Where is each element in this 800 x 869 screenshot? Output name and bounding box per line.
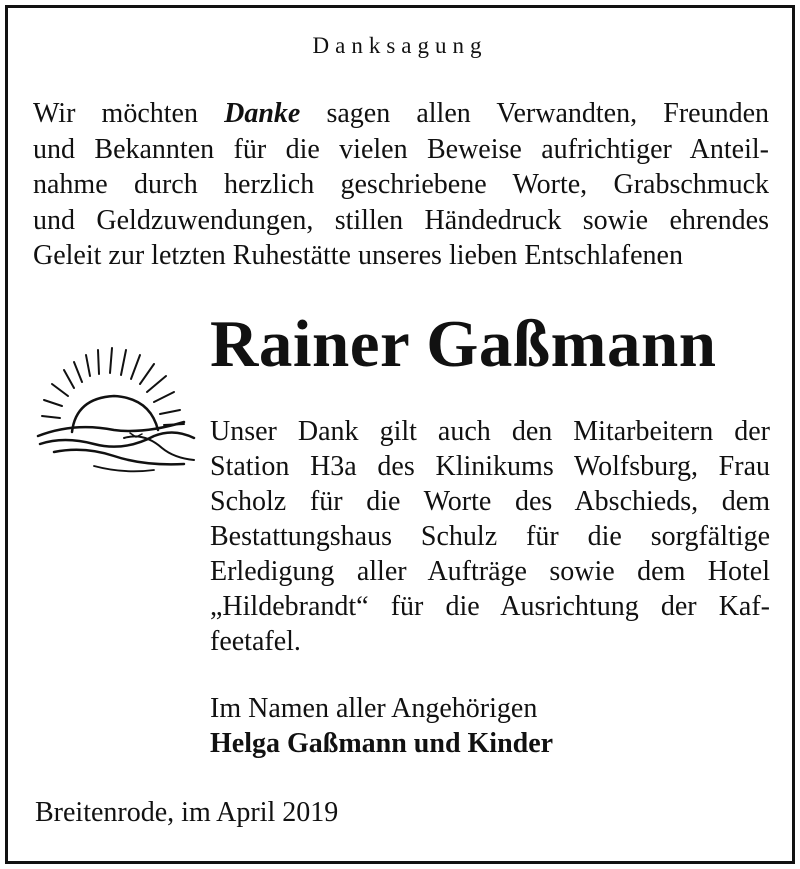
body-line: Scholz für die Worte des Abschieds, dem <box>210 486 770 517</box>
body-paragraph <box>210 414 770 659</box>
emphasis-danke: Danke <box>224 98 301 129</box>
body-line: Unser Dank gilt auch den Mitarbeitern der <box>210 416 770 447</box>
sunrise-over-hills-icon <box>34 340 204 485</box>
intro-line: und Bekannten für die vielen Beweise aufrichtiger Anteil- <box>33 133 769 165</box>
intro-paragraph <box>33 96 769 274</box>
intro-line: Wir möchten Danke sagen allen Verwandten, Freunden <box>33 98 769 129</box>
intro-line: Geleit zur letzten Ruhestätte unseres lieben Entschlafenen <box>33 240 683 271</box>
body-line: „Hildebrandt“ für die Ausrichtung der Kaf- <box>210 591 770 622</box>
intro-line: und Geldzuwendungen, stillen Händedruck sowie ehrendes <box>33 204 769 236</box>
deceased-name: Rainer Gaßmann <box>210 307 717 381</box>
body-line: Erledigung aller Aufträge sowie dem Hotel <box>210 556 770 587</box>
notice-heading: Danksagung <box>312 33 488 58</box>
body-line: Bestattungshaus Schulz für die sorgfältige <box>210 521 770 552</box>
body-line: Station H3a des Klinikums Wolfsburg, Frau <box>210 451 770 482</box>
intro-line: nahme durch herzlich geschriebene Worte, Grabschmuck <box>33 169 769 200</box>
signature-names: Helga Gaßmann und Kinder <box>210 728 554 759</box>
body-line: feetafel. <box>210 626 301 657</box>
place-and-date: Breitenrode, im April 2019 <box>35 797 339 828</box>
signature-intro: Im Namen aller Angehörigen <box>210 693 538 724</box>
